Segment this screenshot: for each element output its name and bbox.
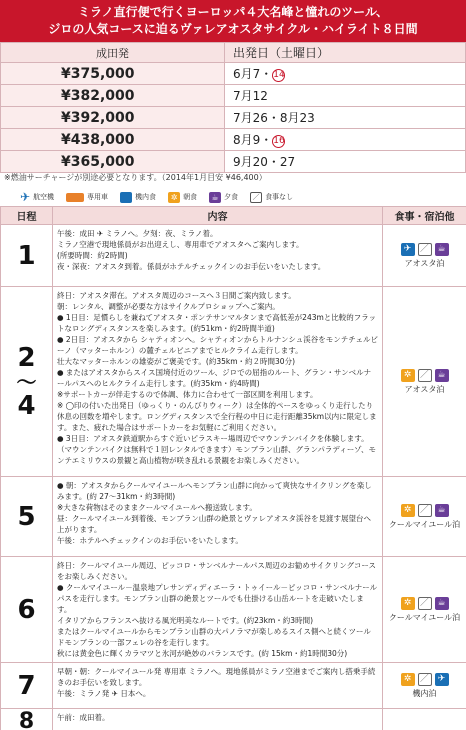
- price-header-row: [1, 43, 466, 63]
- departure-date: 8月9・16: [225, 129, 466, 151]
- bus-icon: [66, 193, 84, 202]
- schedule-row-day5: [1, 477, 466, 557]
- dinner-icon: ☕: [435, 597, 449, 610]
- no-meal-icon: ／: [418, 369, 432, 382]
- price-header-from: 成田発: [1, 43, 225, 63]
- meal-stay-cell: [383, 663, 466, 709]
- departure-date: 9月20・27: [225, 151, 466, 173]
- no-meal-icon: ／: [250, 192, 262, 203]
- meal-stay-cell: [383, 557, 466, 663]
- header-day: 日程: [1, 207, 53, 225]
- day-number: 8: [1, 709, 53, 730]
- day-content: 早朝・朝：クールマイユール発 専用車 ミラノへ。現地係員がミラノ空港までご案内し搭乗手続きのお手伝いを致します。 午後：ミラノ発 ✈ 日本へ。: [53, 663, 383, 709]
- no-meal-icon: ／: [418, 597, 432, 610]
- header-content: 内容: [53, 207, 383, 225]
- schedule-row-day6: [1, 557, 466, 663]
- price-row: [1, 151, 466, 173]
- fuel-surcharge-note: ※燃油サーチャージが別途必要となります。（2014年1月目安 ¥46,400）: [4, 173, 267, 182]
- price-value: ¥365,000: [1, 151, 225, 173]
- schedule-row-day8: [1, 709, 466, 730]
- departure-date: 6月7・14: [225, 63, 466, 85]
- breakfast-icon: ✲: [401, 597, 415, 610]
- price-table: [0, 42, 466, 173]
- dinner-icon: ☕: [209, 192, 221, 203]
- inflight-meal-icon: [120, 192, 132, 203]
- stay-label: 機内泊: [412, 688, 437, 698]
- meal-stay-cell: [383, 225, 466, 287]
- legend-breakfast-label: 朝食: [183, 193, 198, 201]
- day-number: 6: [1, 557, 53, 663]
- day-number: 1: [1, 225, 53, 287]
- breakfast-icon: ✲: [401, 369, 415, 382]
- day-number: 2 〜 4: [1, 287, 53, 477]
- stay-label: クールマイユール泊: [388, 612, 461, 622]
- price-row: [1, 63, 466, 85]
- departure-date: 7月12: [225, 85, 466, 107]
- breakfast-icon: ✲: [401, 504, 415, 517]
- stay-label: アオスタ泊: [404, 258, 445, 268]
- no-meal-icon: ／: [418, 504, 432, 517]
- meal-stay-cell: [383, 287, 466, 477]
- price-value: ¥392,000: [1, 107, 225, 129]
- legend-dinner-label: 夕食: [224, 193, 239, 201]
- no-meal-icon: ／: [418, 673, 432, 686]
- schedule-header-row: [1, 207, 466, 225]
- price-value: ¥382,000: [1, 85, 225, 107]
- schedule-row-day7: [1, 663, 466, 709]
- relaxed-week-badge: 14: [273, 70, 285, 80]
- legend-inflight-label: 機内食: [135, 193, 157, 201]
- tour-title-line1: ミラノ直行便で行くヨーロッパ４大名峰と憧れのツール、: [78, 5, 388, 19]
- breakfast-icon: ✲: [401, 673, 415, 686]
- price-row: [1, 107, 466, 129]
- day-number: 7: [1, 663, 53, 709]
- day-content: 午前：成田着。: [53, 709, 383, 730]
- dinner-icon: ☕: [435, 243, 449, 256]
- tour-title: [0, 0, 466, 42]
- price-value: ¥375,000: [1, 63, 225, 85]
- breakfast-icon: ✲: [168, 192, 180, 203]
- meal-stay-cell: [383, 709, 466, 730]
- schedule-row-day2-4: [1, 287, 466, 477]
- price-row: [1, 129, 466, 151]
- day-content: 午後：成田 ✈ ミラノへ。夕刻：夜、ミラノ着。 ミラノ空港で現地係員がお出迎えし、専用車でアオスタへご案内します。 (所要時間：約2時間) 夜・深夜：アオスタ到着。係員がホテルチェックインのお手伝いをいたします。: [53, 225, 383, 287]
- icon-legend: [20, 190, 305, 204]
- dinner-icon: ☕: [435, 369, 449, 382]
- legend-nomeal-label: 食事なし: [265, 193, 294, 201]
- dinner-icon: ☕: [435, 504, 449, 517]
- departure-date: 7月26・8月23: [225, 107, 466, 129]
- price-value: ¥438,000: [1, 129, 225, 151]
- schedule-table: [0, 206, 466, 730]
- tour-title-line2: ジロの人気コースに迫るヴァレアオスタサイクル・ハイライト８日間: [48, 22, 418, 36]
- airplane-icon: ✈: [435, 673, 449, 686]
- stay-label: アオスタ泊: [404, 384, 445, 394]
- day-content: 終日：クールマイユール周辺、ピッコロ・サンベルナールパス周辺のお勧めサイクリングコースをお楽しみください。 ● クールマイユール－温泉地プレサンディディエーラ・トゥイール－ピッコロ・サンベルナールパスを走行します。モンブラン山群の絶景とツールでも仕掛ける山岳ルートを走破いたします。 イタリアからフランスへ抜ける風光明美なルートです。(約23km・約3時間) またはクールマイユールからモンブラン山群の大パノラマが楽しめるスイス側へと続くツールドモンブランの一部フェレの谷を走行します。 秋には黄金色に輝くカラマツと氷河が絶妙のバランスです。(約 15km・約1時間30分): [53, 557, 383, 663]
- stay-label: クールマイユール泊: [388, 519, 461, 529]
- day-content: ● 朝：アオスタからクールマイユールへモンブラン山群に向かって爽快なサイクリングを楽しみます。(約 27～31km・約3時間) ※大きな荷物はそのままクールマイユールへ搬送致します。 昼：クールマイユール到着後、モンブラン山群の絶景とヴァレアオスタ渓谷を見渡す展望台へ上がります。 午後：ホテルへチェックインのお手伝いをいたします。: [53, 477, 383, 557]
- price-header-date: 出発日（土曜日）: [225, 43, 466, 63]
- airplane-icon: ✈: [401, 243, 415, 256]
- price-row: [1, 85, 466, 107]
- legend-plane-label: 航空機: [33, 193, 55, 201]
- no-meal-icon: ／: [418, 243, 432, 256]
- header-meal: 食事・宿泊他: [383, 207, 466, 225]
- relaxed-week-badge: 16: [273, 136, 285, 146]
- airplane-icon: ✈: [20, 190, 31, 204]
- schedule-row-day1: [1, 225, 466, 287]
- meal-stay-cell: [383, 477, 466, 557]
- day-number: 5: [1, 477, 53, 557]
- day-content: 終日：アオスタ滞在。アオスタ周辺のコースへ３日間ご案内致します。 朝：レンタル、調整が必要な方はサイクルプロショップへご案内。 ● 1日目：足慣らしを兼ねてアオスタ・ポンテサンマルタンまで高低差が243mと比較的フラットなロングディスタンスを楽しみます。(約51km・約2時間半道) ● 2日目：アオスタから シャティオンへ。シャティオンからトルナンシュ渓谷をモンテチェルビーノ（マッターホルン）の麓チェルビニアまでヒルクライム走行します。 壮大なマッターホルンの雄姿がご褒美です。(約35km・約２時間30分) ● またはアオスタからスイス国境付近のツール、ジロでの屈指のルート、グラン・サンベルナールパスへのヒルクライム走行します。(約35km・約4時間) ※サポートカーが伴走するので体調、体力に合わせて一部区間を利用します。 ※ ◯印の付いた出発日（ゆっくり・のんびりウィーク）は全体的ペースをゆっくり走行したり休息の回数を増やします。ロングディスタンスで全行程の中日に走行距離35km以内に限定します。また、疲れた場合はサポートカーをお気軽にご利用ください。 ● 3日目：アオスタ鉄道駅からすぐ近いピラスキー場周辺でマウンテンバイクを体験します。（マウンテンバイクは無料で１回レンタルできます）モンブラン山群、グランパラディーゾ、モンテエミリウスの景観と高山植物が咲き乱れる景観をお楽しみください。: [53, 287, 383, 477]
- legend-bus-label: 専用車: [87, 193, 109, 201]
